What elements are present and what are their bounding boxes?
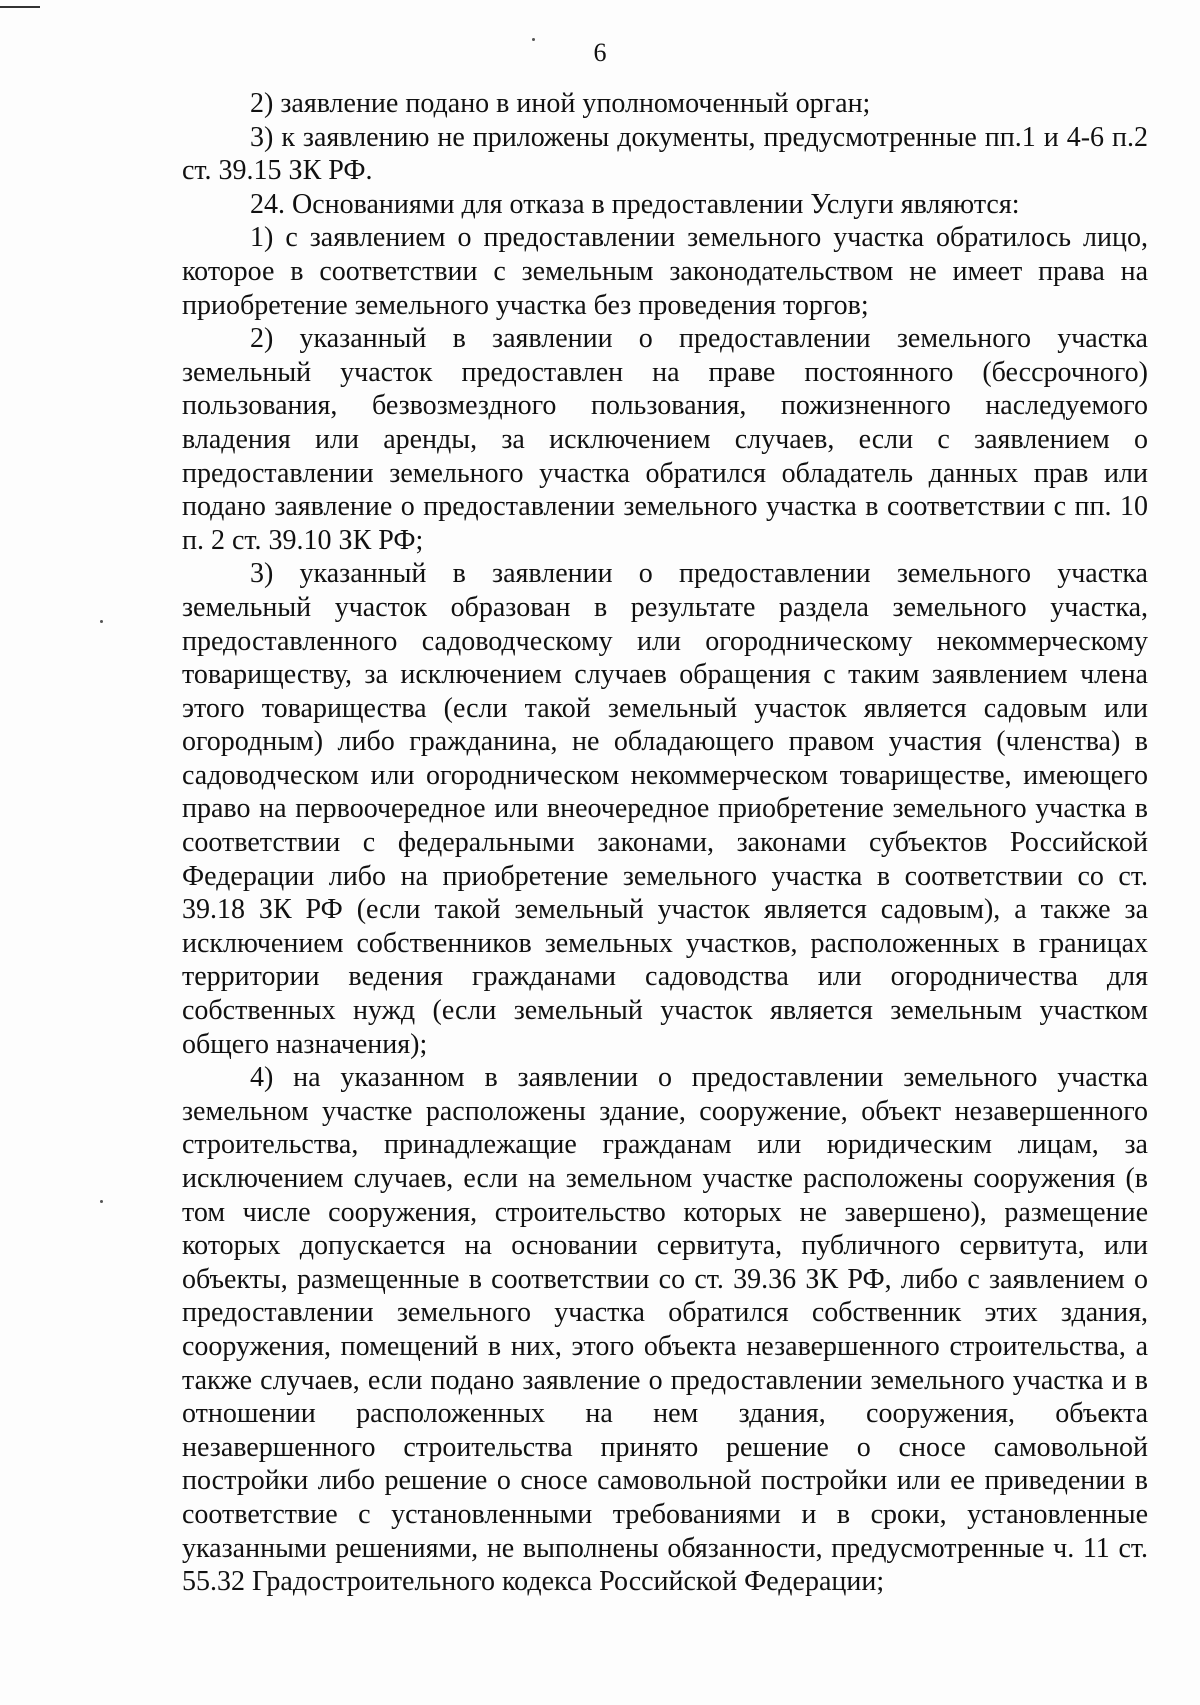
paragraph-refusal-ground-3: 3) указанный в заявлении о предоставлении земельного участка земельный участок образован в результате раздела земельного участка, предоставленного садоводческому или огородническому некоммерческому товариществу, за исключением случаев обращения с таким заявлением члена этого товарищества (если такой земельный участок является садовым или огородным) либо гражданина, не обладающего правом участия (членства) в садоводческом или огородническом некоммерческом товариществе, имеющего право на первоочередное или внеочередное приобретение земельного участка в соответствии с федеральными законами, законами субъектов Российской Федерации либо на приобретение земельного участка в соответствии со ст. 39.18 ЗК РФ (если такой земельный участок является садовым), а также за исключением собственников земельных участков, расположенных в границах территории ведения гражданами садоводства или огородничества для собственных нужд (если земельный участок является земельным участком общего назначения); xyxy=(182,558,1148,1060)
scan-speck xyxy=(100,620,103,623)
paragraph-item-2-wrong-authority: 2) заявление подано в иной уполномоченный орган; xyxy=(250,88,871,119)
paragraph-refusal-ground-1: 1) с заявлением о предоставлении земельного участка обратилось лицо, которое в соответствии с земельным законодательством не имеет права на приобретение земельного участка без проведения торгов; xyxy=(182,222,1148,321)
scan-speck xyxy=(100,1200,103,1203)
paragraph-item-3-missing-documents: 3) к заявлению не приложены документы, предусмотренные пп.1 и 4-6 п.2 ст. 39.15 ЗК РФ. xyxy=(182,121,1148,187)
paragraph-refusal-ground-2: 2) указанный в заявлении о предоставлении земельного участка земельный участок предоставлен на праве постоянного (бессрочного) пользования, безвозмездного пользования, пожизненного наследуемого владения или аренды, за исключением случаев, если с заявлением о предоставлении земельного участка обратился обладатель данных прав или подано заявление о предоставлении земельного участка в соответствии с пп. 10 п. 2 ст. 39.10 ЗК РФ; xyxy=(182,323,1148,556)
scan-corner-mark xyxy=(0,6,40,8)
page-number: 6 xyxy=(593,38,607,67)
document-body xyxy=(182,87,1148,1599)
paragraph-section-24-heading: 24. Основаниями для отказа в предоставлении Услуги являются: xyxy=(250,188,1020,220)
paragraph-refusal-ground-4: 4) на указанном в заявлении о предоставлении земельного участка земельном участке расположены здание, сооружение, объект незавершенного строительства, принадлежащие гражданам или юридическим лицам, за исключением случаев, если на земельном участке расположены сооружения (в том числе сооружения, строительство которых не завершено), размещение которых допускается на основании сервитута, публичного сервитута, или объекты, размещенные в соответствии со ст. 39.36 ЗК РФ, либо с заявлением о предоставлении земельного участка обратился собственник этих здания, сооружения, помещений в них, этого объекта незавершенного строительства, а также случаев, если подано заявление о предоставлении земельного участка и в отношении расположенных на нем здания, сооружения, объекта незавершенного строительства принято решение о сносе самовольной постройки либо решение о сносе самовольной постройки или ее приведении в соответствие с установленными требованиями и в сроки, установленные указанными решениями, не выполнены обязанности, предусмотренные ч. 11 ст. 55.32 Градостроительного кодекса Российской Федерации; xyxy=(182,1062,1148,1598)
